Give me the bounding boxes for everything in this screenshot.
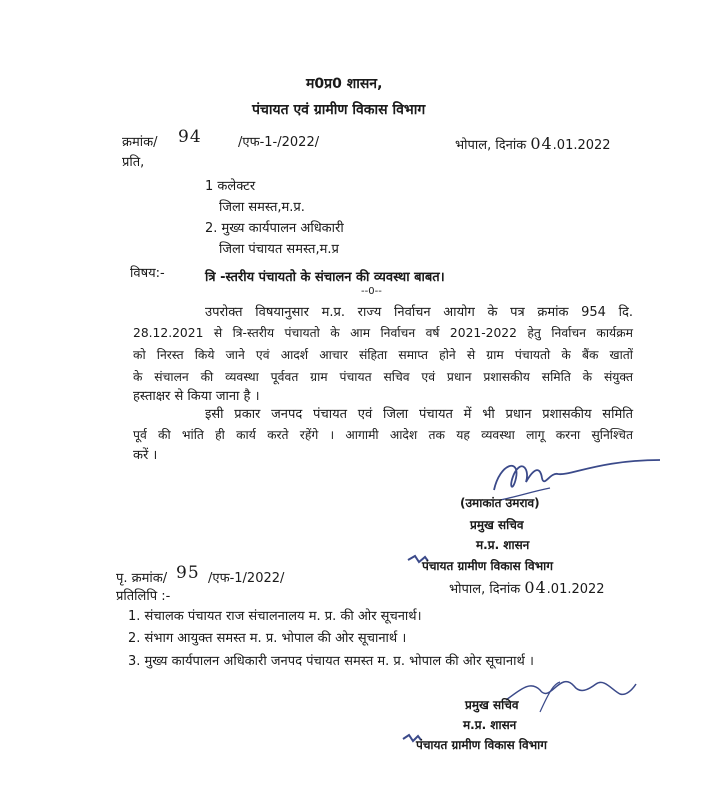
- endorsement-code: /एफ-1/2022/: [208, 571, 285, 586]
- body-p2-line-2: पूर्व की भांति ही कार्य करते रहेंगे । आगामी आदेश तक यह व्यवस्था लागू करना सुनिश्चित: [133, 428, 633, 442]
- ref-number: 94: [178, 127, 202, 147]
- signatory-1-department: पंचायत ग्रामीण विकास विभाग: [422, 559, 554, 573]
- signatory-2-department: पंचायत ग्रामीण विकास विभाग: [416, 738, 548, 752]
- signatory-2-title: प्रमुख सचिव: [465, 698, 519, 712]
- body-p1-line-1: उपरोक्त विषयानुसार म.प्र. राज्य निर्वाचन आयोग के पत्र क्रमांक 954 दि.: [205, 305, 633, 320]
- subject-separator: --0--: [361, 286, 382, 297]
- recipient-2-line-1: 2. मुख्य कार्यपालन अधिकारी: [205, 221, 344, 236]
- recipient-2-line-2: जिला पंचायत समस्त,म.प्र: [219, 242, 339, 257]
- subject-text: त्रि -स्तरीय पंचायतो के संचालन की व्यवस्था बाबत।: [205, 270, 445, 285]
- ref-date-rest: .01.2022: [552, 138, 611, 153]
- body-p1-line-2: 28.12.2021 से त्रि-स्तरीय पंचायतो के आम निर्वाचन वर्ष 2021-2022 हेतु निर्वाचन कार्यक्रम: [133, 326, 633, 340]
- header-department: पंचायत एवं ग्रामीण विकास विभाग: [252, 102, 426, 118]
- header-govt: म0प्र0 शासन,: [306, 76, 383, 92]
- endorsement-place-date: [449, 578, 605, 597]
- body-p1-line-5: हस्ताक्षर से किया जाना है ।: [133, 389, 260, 404]
- ref-code: /एफ-1-/2022/: [238, 135, 320, 150]
- signature-2: [500, 660, 640, 720]
- copy-label: प्रतिलिपि :-: [116, 589, 171, 604]
- ref-place-date: [455, 134, 611, 153]
- endorsement-number: 95: [176, 563, 200, 583]
- copy-item-3: 3. मुख्य कार्यपालन अधिकारी जनपद पंचायत समस्त म. प्र. भोपाल की ओर सूचानार्थ ।: [128, 654, 534, 669]
- signatory-2-govt: म.प्र. शासन: [463, 718, 517, 732]
- body-p2-line-1: इसी प्रकार जनपद पंचायत एवं जिला पंचायत में भी प्रधान प्रशासकीय समिति: [205, 407, 633, 422]
- endorsement-date-day: 04: [524, 578, 547, 597]
- subject-label: विषय:-: [130, 266, 165, 281]
- body-p2-line-3: करें ।: [133, 448, 158, 463]
- endorsement-place-date-prefix: भोपाल, दिनांक: [449, 582, 521, 597]
- endorsement-date-rest: .01.2022: [546, 582, 605, 597]
- to-label: प्रति,: [122, 155, 145, 170]
- copy-item-2: 2. संभाग आयुक्त समस्त म. प्र. भोपाल की ओर सूचानार्थ ।: [128, 631, 407, 646]
- recipient-1-line-2: जिला समस्त,म.प्र.: [219, 200, 305, 215]
- ref-place-date-prefix: भोपाल, दिनांक: [455, 138, 527, 153]
- endorsement-label: पृ. क्रमांक/: [116, 571, 168, 586]
- body-p1-line-3: को निरस्त किये जाने एवं आदर्श आचार संहिता समाप्त होने से ग्राम पंचायतो के बैंक खातों: [133, 348, 633, 362]
- ref-label: क्रमांक/: [122, 135, 158, 150]
- signatory-1-title: प्रमुख सचिव: [470, 518, 524, 532]
- recipient-1-line-1: 1 कलेक्टर: [205, 179, 256, 194]
- copy-item-1: 1. संचालक पंचायत राज संचालनालय म. प्र. की ओर सूचनार्थ।: [128, 609, 422, 624]
- ref-date-day: 04: [530, 134, 553, 153]
- body-p1-line-4: के संचालन की व्यवस्था पूर्ववत ग्राम पंचायत सचिव एवं प्रधान प्रशासकीय समिति के संयुक्त: [133, 370, 633, 384]
- signatory-1-name: (उमाकांत उमराव): [460, 496, 540, 510]
- signatory-1-govt: म.प्र. शासन: [476, 538, 530, 552]
